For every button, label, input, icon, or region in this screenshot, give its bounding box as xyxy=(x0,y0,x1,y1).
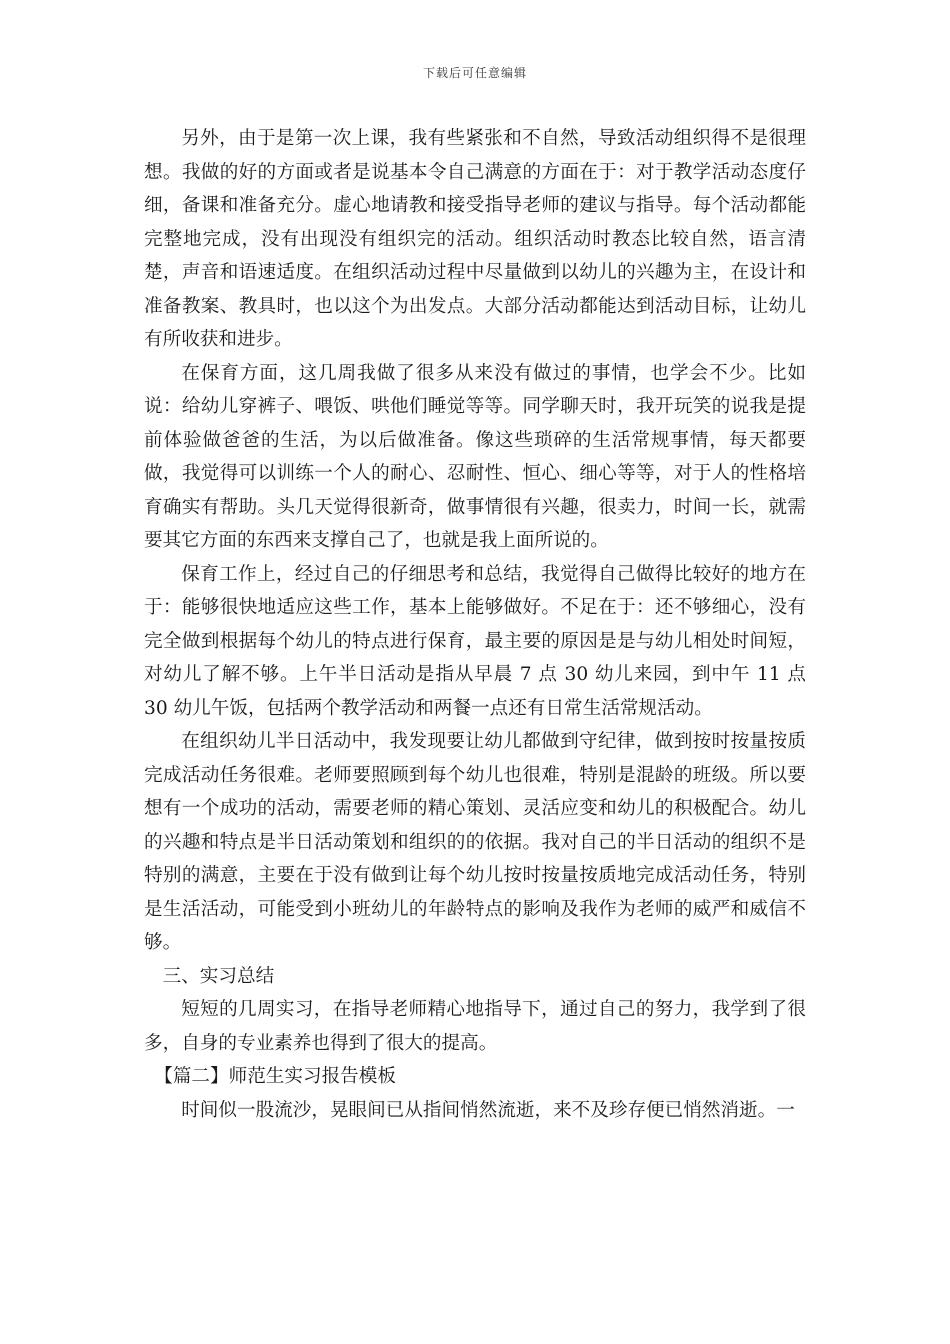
paragraph-teaching-reflection: 另外，由于是第一次上课，我有些紧张和不自然，导致活动组织得不是很理想。我做的好的方面或者是说基本令自己满意的方面在于：对于教学活动态度仔细，备课和准备充分。虚心地请教和接受指导老师的建议与指导。每个活动都能完整地完成，没有出现没有组织完的活动。组织活动时教态比较自然，语言清楚，声音和语速适度。在组织活动过程中尽量做到以幼儿的兴趣为主，在设计和准备教案、教具时，也以这个为出发点。大部分活动都能达到活动目标，让幼儿有所收获和进步。 xyxy=(144,128,806,350)
page-header: 下载后可任意编辑 xyxy=(422,66,527,80)
paragraph-childcare-evaluation: 保育工作上，经过自己的仔细思考和总结，我觉得自己做得比较好的地方在于：能够很快地适应这些工作，基本上能够做好。不足在于：还不够细心，没有完全做到根据每个幼儿的特点进行保育，最主要的原因是是与幼儿相处时间短，对幼儿了解不够。上午半日活动是指从早晨 7 点 30 幼儿来园，到中午 11 点 30 幼儿午饭，包括两个教学活动和两餐一点还有日常生活常规活动。 xyxy=(144,563,806,719)
article-title-part-two: 【篇二】师范生实习报告模板 xyxy=(154,1066,396,1087)
document-body xyxy=(144,122,806,1127)
paragraph-summary: 短短的几周实习，在指导老师精心地指导下，通过自己的努力，我学到了很多，自身的专业素养也得到了很大的提高。 xyxy=(144,999,806,1054)
section-heading-internship-summary: 三、实习总结 xyxy=(162,965,275,987)
paragraph-part-two-opening: 时间似一股流沙，晃眼间已从指间悄然流逝，来不及珍存便已悄然消逝。一 xyxy=(181,1099,795,1121)
paragraph-childcare-experience: 在保育方面，这几周我做了很多从来没有做过的事情，也学会不少。比如说：给幼儿穿裤子、喂饭、哄他们睡觉等等。同学聊天时，我开玩笑的说我是提前体验做爸爸的生活，为以后做准备。像这些琐碎的生活常规事情，每天都要做，我觉得可以训练一个人的耐心、忍耐性、恒心、细心等等，对于人的性格培育确实有帮助。头几天觉得很新奇，做事情很有兴趣，很卖力，时间一长，就需要其它方面的东西来支撑自己了，也就是我上面所说的。 xyxy=(144,362,806,551)
paragraph-half-day-activity: 在组织幼儿半日活动中，我发现要让幼儿都做到守纪律，做到按时按量按质完成活动任务很难。老师要照顾到每个幼儿也很难，特别是混龄的班级。所以要想有一个成功的活动，需要老师的精心策划、灵活应变和幼儿的积极配合。幼儿的兴趣和特点是半日活动策划和组织的的依据。我对自己的半日活动的组织不是特别的满意，主要在于没有做到让每个幼儿按时按量按质地完成活动任务，特别是生活活动，可能受到小班幼儿的年龄特点的影响及我作为老师的威严和威信不够。 xyxy=(144,731,806,953)
